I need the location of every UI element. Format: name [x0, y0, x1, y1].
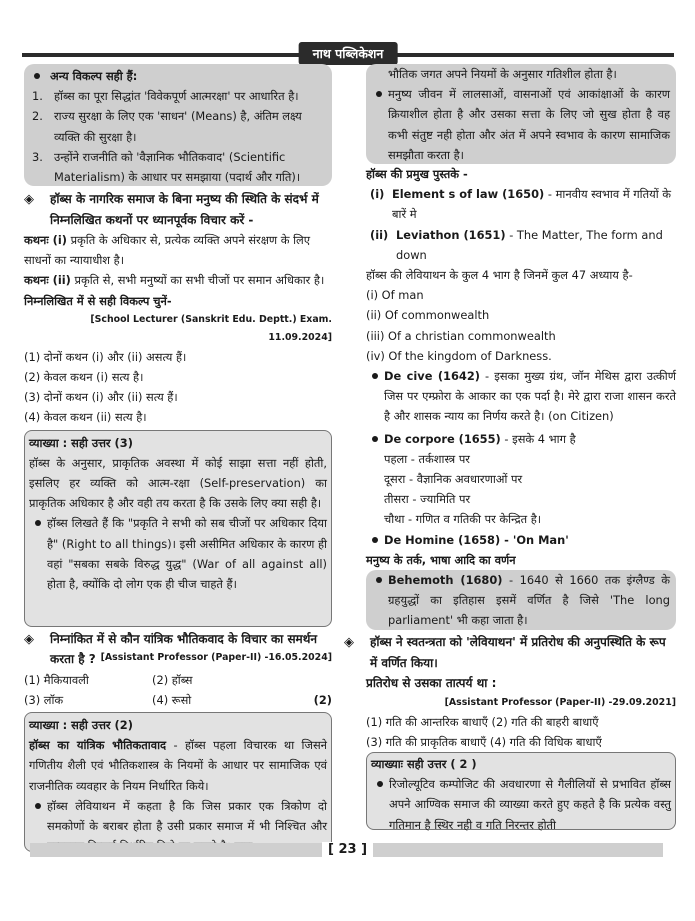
book-item: (i) Element s of law (1650) - मानवीय स्वभाव में गतियों के बारें मे — [370, 187, 672, 222]
corpore-part: चौथा - गणित व गतिकी पर केन्द्रित है। — [384, 512, 542, 527]
item-text: राज्य सुरक्षा के लिए एक 'साधन' (Means) है, अंतिम लक्ष्य व्यक्ति की सुरक्षा है। — [54, 109, 302, 144]
de-cive-item: De cive (1642) - इसका मुख्य ग्रंथ, जॉन मेथिस द्वारा उत्कीर्ण जिस पर एम्फ्रोरा के आकार का एक पर्दा है। मेरे द्वारा राजा शासन करते है और शासक न्याय का निर्णय करते है। (on Citizen) — [366, 366, 676, 427]
options-row — [24, 670, 332, 690]
list-item — [28, 147, 324, 187]
option: (2) हॉब्स — [152, 672, 193, 687]
question-2 — [24, 629, 332, 670]
left-column — [24, 64, 332, 852]
statement-text: प्रकृति के अधिकार से, प्रत्येक व्यक्ति अपने संरक्षण के लिए साधनों का न्यायाधीश है। — [24, 233, 311, 268]
option: (3) दोनों कथन (i) और (ii) सत्य हैं। — [24, 390, 178, 405]
exam-source: [School Lecturer (Sanskrit Edu. Deptt.) Exam. 11.09.2024] — [90, 313, 332, 343]
leviathan-note: हॉब्स की लेवियाथन के कुल 4 भाग है जिनमें कुल 47 अध्याय है- — [366, 268, 633, 283]
explanation-text: हॉब्स का यांत्रिक भौतिकतावाद - हॉब्स पहला विचारक था जिसने गणितीय शैली एवं भौतिकशास्त्र के नियमों के आधार पर सामाजिक एवं राजनीतिक व्यवहार के नियम निर्धारित किये। — [29, 738, 327, 793]
option-line: (3) गति की प्राकृतिक बाधाएँ (4) गति की विधिक बाधाएँ — [366, 734, 602, 749]
options-row — [24, 690, 332, 710]
question-text: हॉब्स के नागरिक समाज के बिना मनुष्य की स्थिति के संदर्भ में निम्नलिखित कथनों पर ध्यानपूर्वक विचार करें - — [50, 192, 319, 227]
book-item: (ii) Leviathon (1651) - The Matter, The form and down — [370, 227, 663, 262]
list-item — [28, 106, 324, 146]
explanation-box — [366, 752, 676, 830]
question-subtext: प्रतिरोध से उसका तात्पर्य था : — [366, 676, 497, 691]
leviathan-part: (i) Of man — [366, 288, 424, 303]
explanation-text: हॉब्स के अनुसार, प्राकृतिक अवस्था में कोई साझा सत्ता नहीं होती, इसलिए हर व्यक्ति को आत्म-रक्षा (Self-preservation) का प्राकृतिक अधिकार है और वही तय करता है कि उसके लिए क्या सही है। — [29, 455, 327, 511]
item-text: उन्होंने राजनीति को 'वैज्ञानिक भौतिकवाद' (Scientific Materialism) के आधार पर समझाया (पदार्थ और गति)। — [54, 149, 301, 185]
explanation-bullet: हॉब्स लिखते हैं कि "प्रकृति ने सभी को सब चीजों पर अधिकार दिया है" (Right to all things)। इसी असीमित अधिकार के कारण ही वहां "सबका सबके विरुद्ध युद्ध" (War of all against all) होता है, क्योंकि दो लोग एक ही चीज चाहते हैं। — [29, 513, 327, 594]
question-1 — [24, 189, 332, 230]
other-options-box — [24, 64, 332, 186]
explanation-title: व्याख्या : सही उत्तर (3) — [29, 435, 133, 450]
item-number: 3. — [32, 149, 43, 164]
continued-line: भौतिक जगत अपने नियमों के अनुसार गतिशील होता है। — [388, 67, 617, 81]
option-line: (1) गति की आन्तरिक बाधाएँ (2) गति की बाहरी बाधाएँ — [366, 714, 599, 729]
statement-label: कथनः (ii) — [24, 273, 71, 288]
explanation-bullet: रिजोल्यूटिव कम्पोजिट की अवधारणा से गैलीलियों से प्रभावित हॉब्स अपने आण्विक समाज की व्याख्या करते हुए कहते है कि प्रत्येक वस्तु गतिमान है स्थिर नही व गति निरन्तर होती — [371, 774, 671, 835]
diamond-icon: ◈ — [24, 192, 34, 207]
explanation-box — [24, 712, 332, 852]
question-text: निम्नांकित में से कौन यांत्रिक भौतिकवाद के विचार का समर्थन करता है ? — [50, 631, 318, 667]
explanation-box — [24, 430, 332, 627]
item-number: 1. — [32, 89, 43, 104]
list-item — [28, 86, 324, 106]
statement-2 — [24, 270, 332, 290]
option: (2) केवल कथन (i) सत्य है। — [24, 370, 144, 385]
item-text: हॉब्स का पूरा सिद्धांत 'विवेकपूर्ण आत्मरक्षा' पर आधारित है। — [54, 89, 299, 104]
diamond-icon: ◈ — [344, 635, 354, 651]
item-number: 2. — [32, 109, 43, 124]
option: (1) मैकियावली — [24, 672, 89, 687]
leviathan-part: (iii) Of a christian commonwealth — [366, 328, 556, 343]
explanation-bullet: हॉब्स लेवियाथन में कहता है कि जिस प्रकार एक त्रिकोण दो समकोणों के बराबर होता है उसी प्रकार समाज में भी निश्चित और — [29, 796, 327, 857]
de-corpore-item: De corpore (1655) - इसके 4 भाग है — [366, 429, 676, 449]
statement-text: प्रकृति से, सभी मनुष्यों का सभी चीजों पर समान अधिकार है। — [74, 273, 325, 288]
page-number: [ 23 ] — [0, 842, 695, 858]
behemoth-item: Behemoth (1680) - 1640 से 1660 तक इंग्लैण्ड के ग्रहयुद्धों का इतिहास इसमें वर्णित है जिसे 'The long parliament' भी कहा जाता है। — [370, 570, 670, 631]
behemoth-box — [366, 570, 676, 630]
other-options-title: अन्य विकल्प सही हैं: — [28, 66, 324, 86]
option: (3) लॉक — [24, 692, 64, 707]
leviathan-part: (ii) Of commonwealth — [366, 308, 490, 323]
corpore-part: तीसरा - ज्यामिति पर — [384, 492, 471, 507]
explanation-title: व्याख्या : सही उत्तर (2) — [29, 718, 133, 733]
explanation-title: व्याख्याः सही उत्तर ( 2 ) — [371, 756, 477, 771]
exam-source: [Assistant Professor (Paper-II) -29.09.2021] — [444, 696, 676, 708]
page-header — [22, 42, 674, 64]
question-3 — [344, 632, 676, 673]
option: (4) रूसो — [152, 692, 192, 707]
option: (4) केवल कथन (ii) सत्य है। — [24, 410, 147, 425]
leviathan-part: (iv) Of the kingdom of Darkness. — [366, 348, 552, 363]
de-homine-item: De Homine (1658) - 'On Man' — [366, 530, 676, 550]
statement-1 — [24, 230, 332, 270]
choose-instruction: निम्नलिखित में से सही विकल्प चुनें- — [24, 293, 172, 308]
exam-source: [Assistant Professor (Paper-II) -16.05.2024] — [100, 652, 332, 664]
publisher-badge: नाथ पब्लिकेशन — [299, 42, 398, 65]
statement-label: कथनः (i) — [24, 233, 67, 247]
diamond-icon: ◈ — [24, 631, 34, 647]
right-column — [344, 64, 676, 832]
corpore-part: दूसरा - वैज्ञानिक अवधारणाओं पर — [384, 472, 523, 487]
corpore-part: पहला - तर्कशास्त्र पर — [384, 451, 470, 466]
continued-box — [366, 64, 676, 164]
option: (1) दोनों कथन (i) और (ii) असत्य हैं। — [24, 349, 187, 364]
books-title: हॉब्स की प्रमुख पुस्तके - — [366, 167, 468, 181]
question-text: हॉब्स ने स्वतन्त्रता को 'लेवियाथन' में प्रतिरोध की अनुपस्थिति के रूप में वर्णित किया। — [370, 635, 666, 670]
de-homine-subtitle: मनुष्य के तर्क, भाषा आदि का वर्णन — [366, 552, 516, 567]
answer-mark: (2) — [313, 692, 332, 707]
continued-bullet: मनुष्य जीवन में लालसाओं, वासनाओं एवं आकांक्षाओं के कारण क्रियाशील होता है और उसका सत्ता के लिए जो सुख होता है वह कभी संतुष्ट नही होता और अंत में अपने स्वभाव के कारण सामाजिक समझौता करता है। — [370, 84, 670, 165]
